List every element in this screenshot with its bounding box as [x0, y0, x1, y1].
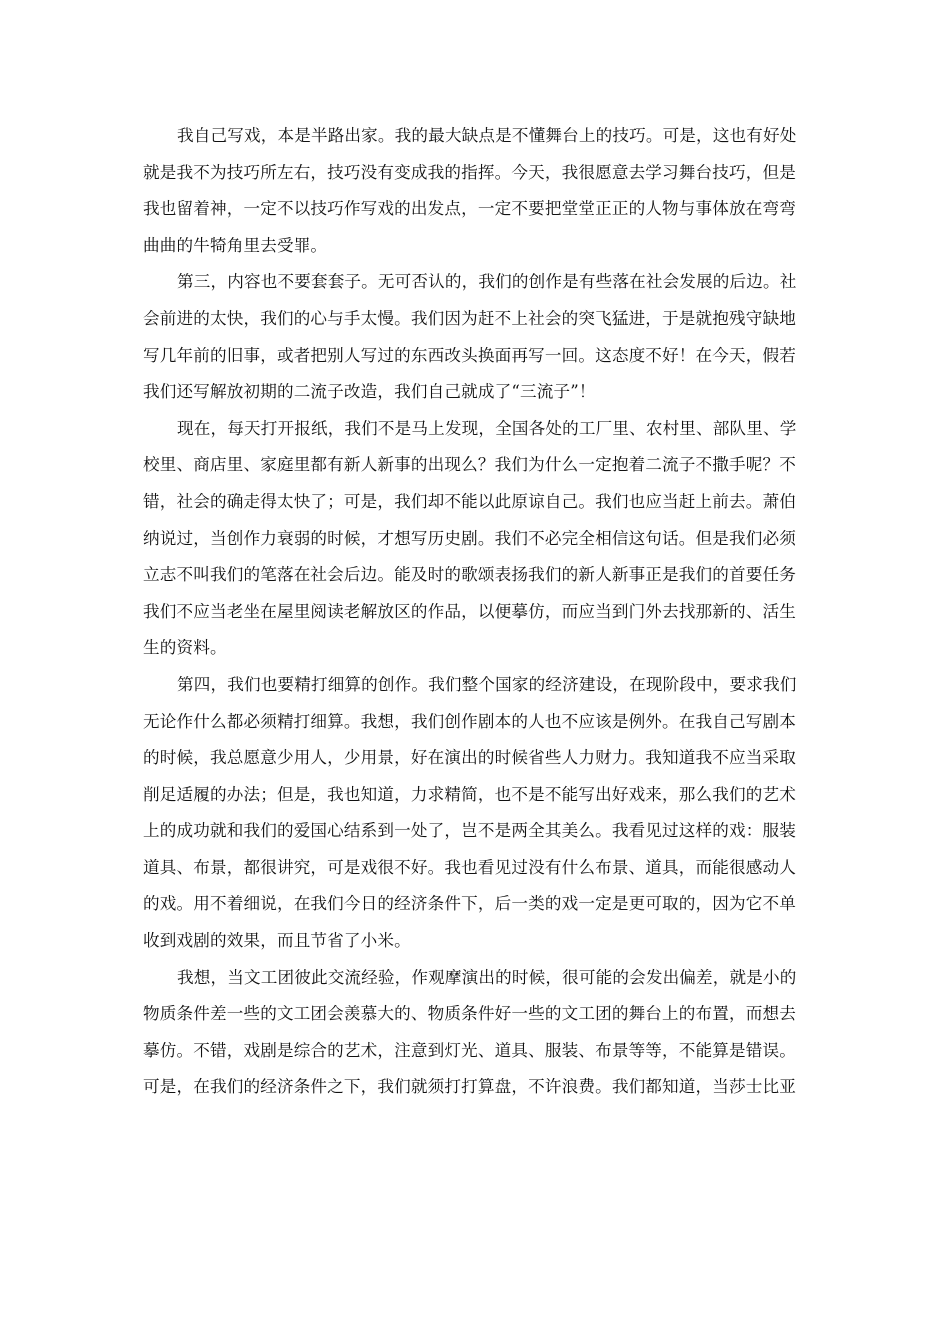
text-line: 就是我不为技巧所左右，技巧没有变成我的指挥。今天，我很愿意去学习舞台技巧，但是 — [143, 162, 797, 182]
text-line: 摹仿。不错，戏剧是综合的艺术，注意到灯光、道具、服装、布景等等，不能算是错误。 — [143, 1040, 797, 1060]
text-line: 的戏。用不着细说，在我们今日的经济条件下，后一类的戏一定是更可取的，因为它不单 — [143, 894, 797, 914]
text-line: 立志不叫我们的笔落在社会后边。能及时的歌颂表扬我们的新人新事正是我们的首要任务 — [143, 565, 797, 585]
paragraph-4 — [143, 667, 807, 960]
text-line: 道具、布景，都很讲究，可是戏很不好。我也看见过没有什么布景、道具，而能很感动人 — [143, 857, 797, 877]
text-line: 物质条件差一些的文工团会羡慕大的、物质条件好一些的文工团的舞台上的布置，而想去 — [143, 1004, 797, 1024]
text-line: 上的成功就和我们的爱国心结系到一处了，岂不是两全其美么。我看见过这样的戏：服装 — [143, 821, 797, 841]
text-line: 纳说过，当创作力衰弱的时候，才想写历史剧。我们不必完全相信这句话。但是我们必须 — [143, 528, 797, 548]
paragraph-1 — [143, 118, 807, 264]
text-line: 曲曲的牛犄角里去受罪。 — [143, 235, 328, 255]
paragraph-5 — [143, 960, 807, 1106]
text-line: 会前进的太快，我们的心与手太慢。我们因为赶不上社会的突飞猛进，于是就抱残守缺地 — [143, 308, 797, 328]
text-line: 写几年前的旧事，或者把别人写过的东西改头换面再写一回。这态度不好！在今天，假若 — [143, 345, 797, 365]
text-line: 现在，每天打开报纸，我们不是马上发现，全国各处的工厂里、农村里、部队里、学 — [177, 418, 797, 438]
text-line: 我想，当文工团彼此交流经验，作观摩演出的时候，很可能的会发出偏差，就是小的 — [177, 967, 797, 987]
text-line: 我们还写解放初期的二流子改造，我们自己就成了“三流子”！ — [143, 382, 596, 402]
text-line: 生的资料。 — [143, 638, 227, 658]
text-line: 第三，内容也不要套套子。无可否认的，我们的创作是有些落在社会发展的后边。社 — [177, 272, 797, 292]
text-line: 收到戏剧的效果，而且节省了小米。 — [143, 931, 411, 951]
paragraph-3 — [143, 411, 807, 667]
text-line: 的时候，我总愿意少用人，少用景，好在演出的时候省些人力财力。我知道我不应当采取 — [143, 748, 797, 768]
text-line: 我们不应当老坐在屋里阅读老解放区的作品，以便摹仿，而应当到门外去找那新的、活生 — [143, 601, 797, 621]
text-line: 我也留着神，一定不以技巧作写戏的出发点，一定不要把堂堂正正的人物与事体放在弯弯 — [143, 199, 797, 219]
text-line: 我自己写戏，本是半路出家。我的最大缺点是不懂舞台上的技巧。可是，这也有好处 — [177, 126, 797, 145]
text-line: 错，社会的确走得太快了；可是，我们却不能以此原谅自己。我们也应当赶上前去。萧伯 — [143, 491, 797, 511]
text-line: 第四，我们也要精打细算的创作。我们整个国家的经济建设，在现阶段中，要求我们 — [177, 674, 797, 694]
document-body — [143, 118, 807, 1106]
text-line: 校里、商店里、家庭里都有新人新事的出现么？我们为什么一定抱着二流子不撒手呢？不 — [143, 455, 797, 475]
text-line: 削足适履的办法；但是，我也知道，力求精简，也不是不能写出好戏来，那么我们的艺术 — [143, 784, 797, 804]
text-line: 可是，在我们的经济条件之下，我们就须打打算盘，不许浪费。我们都知道，当莎士比亚 — [143, 1077, 797, 1097]
paragraph-2 — [143, 264, 807, 410]
text-line: 无论作什么都必须精打细算。我想，我们创作剧本的人也不应该是例外。在我自己写剧本 — [143, 711, 797, 731]
